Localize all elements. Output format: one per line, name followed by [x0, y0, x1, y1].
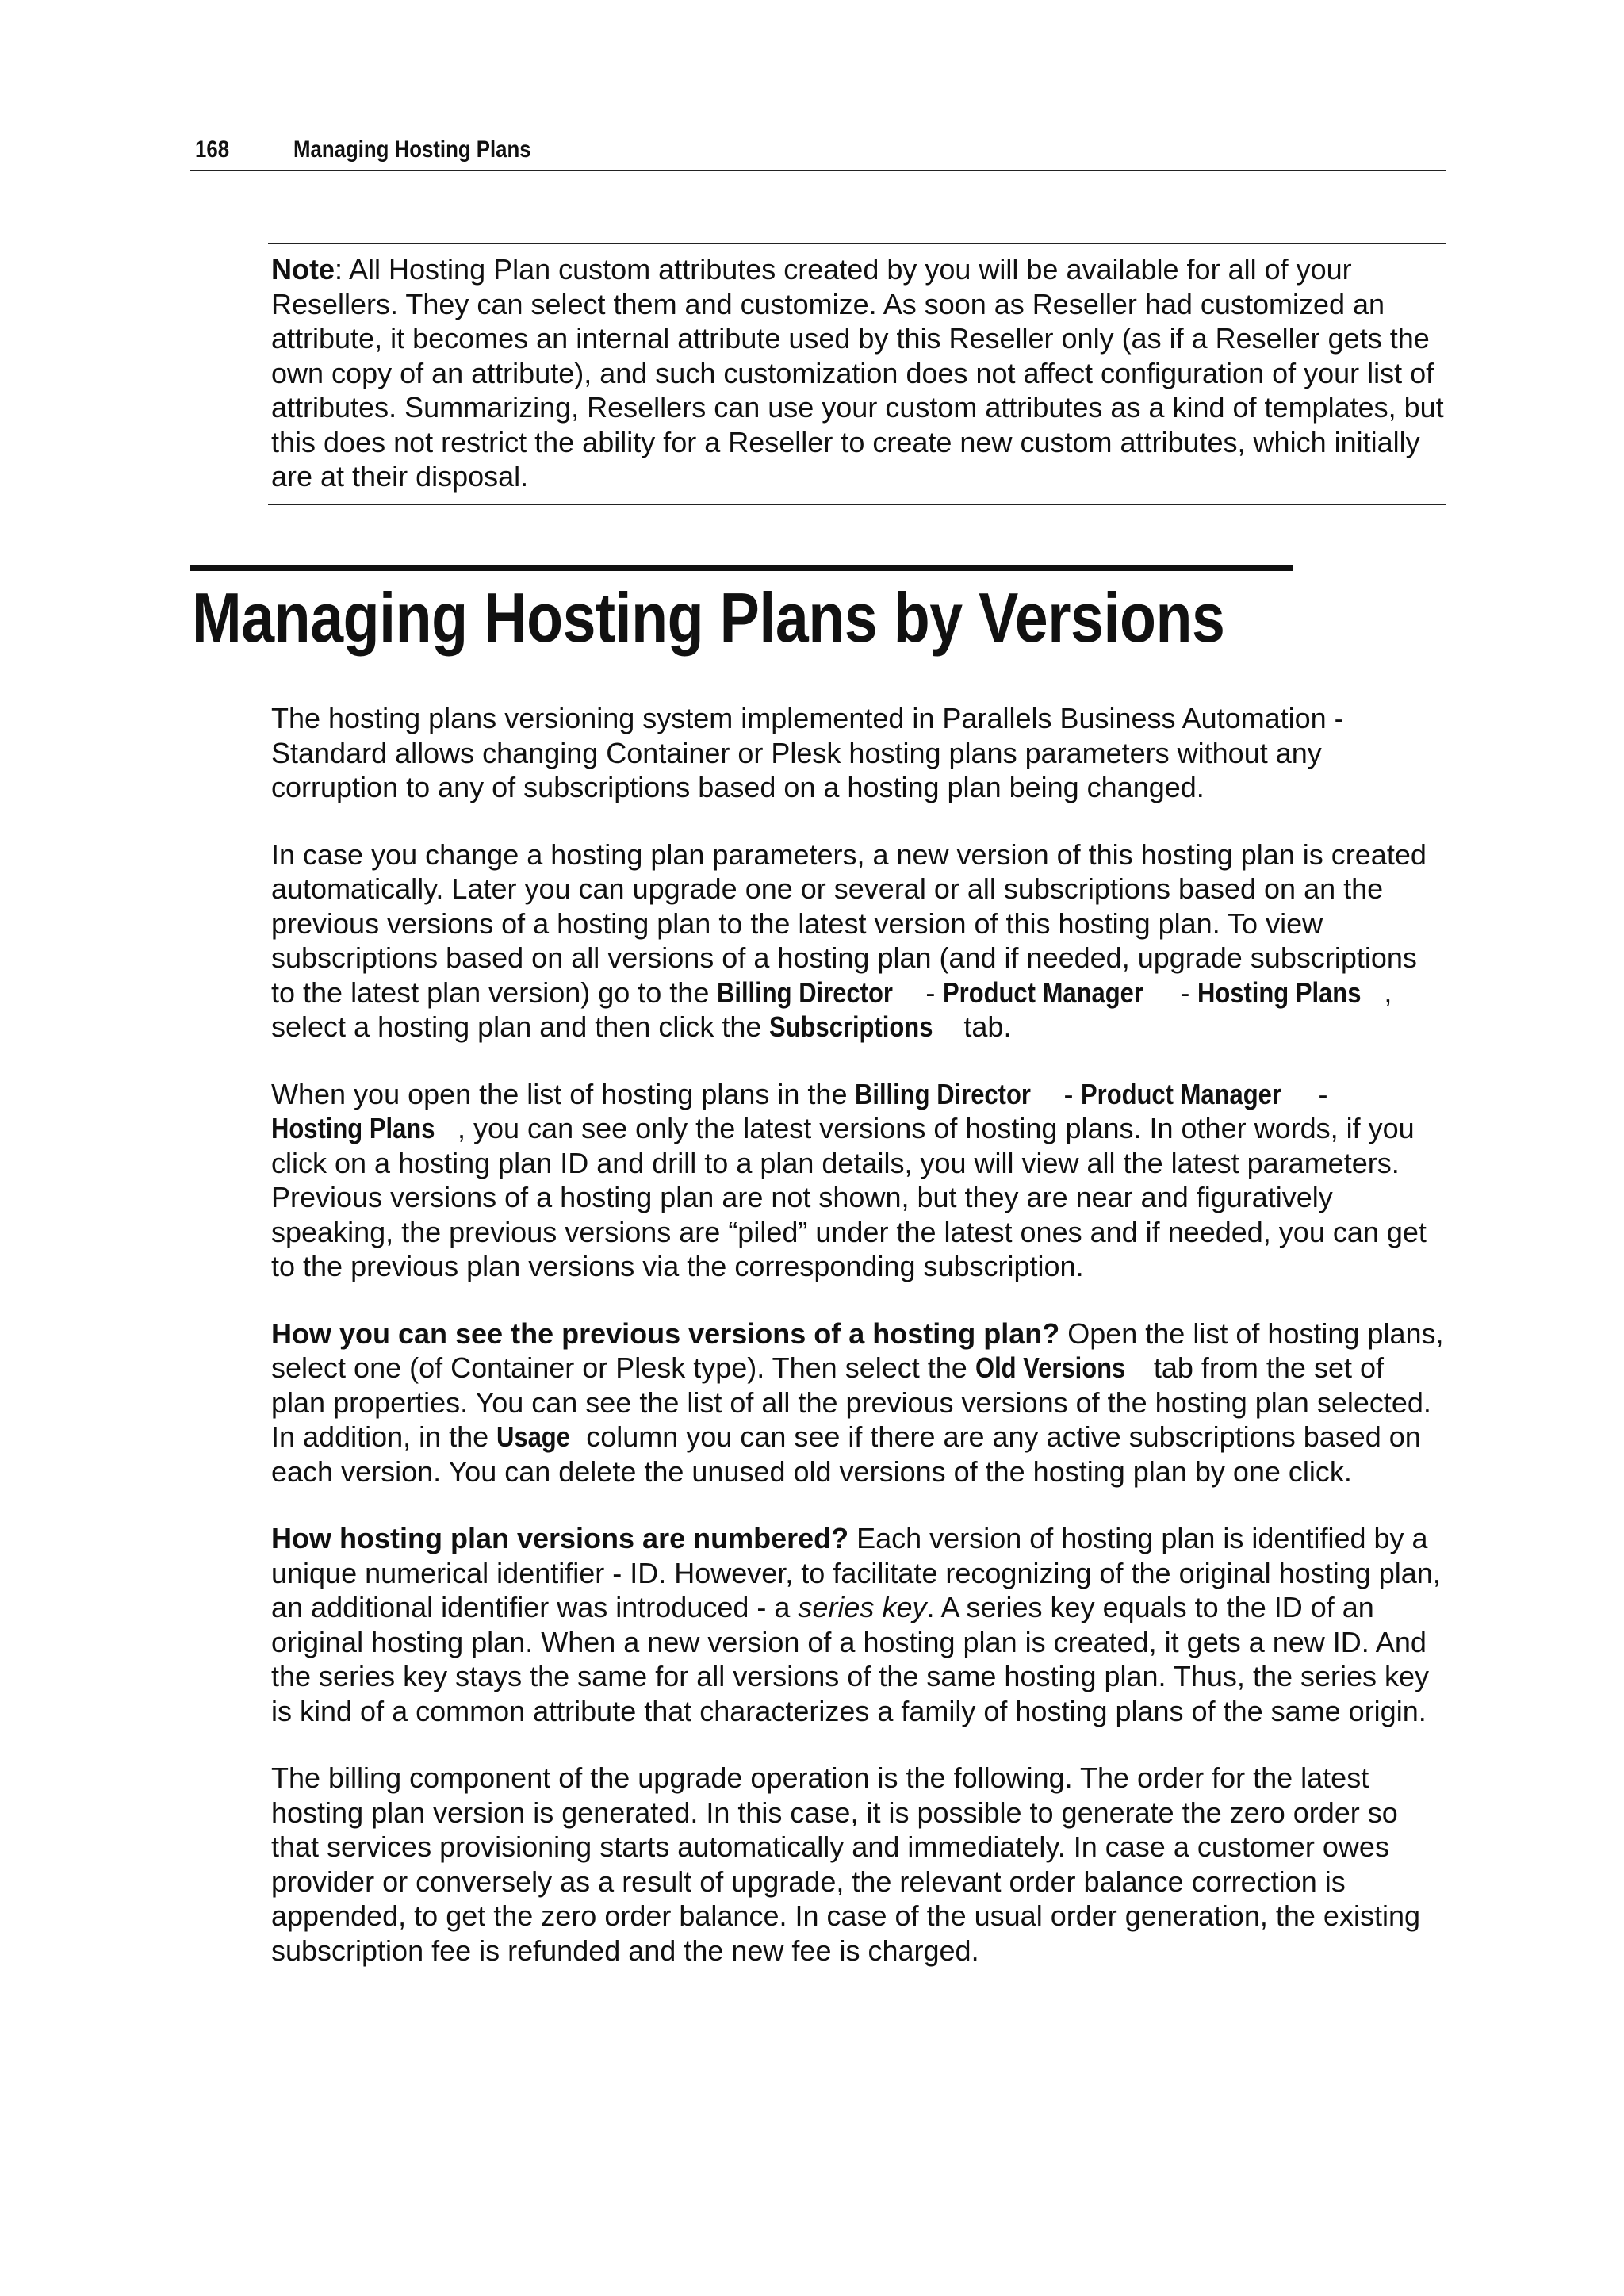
p5-question: How hosting plan versions are numbered? [271, 1522, 849, 1554]
paragraph-3 [271, 1077, 1445, 1284]
body-text [271, 701, 1445, 2000]
paragraph-4 [271, 1317, 1445, 1489]
paragraph-6 [271, 1761, 1445, 1968]
p5-text: . A series key equals to the ID of an original hosting plan. When a new version of a hosting plan is created, it gets a new ID. And the series key stays the same for all versions of the same hosting plan. Thus, the series key is kind of a common attribute that characterizes a family of hosting plans of the same origin. [271, 1591, 1430, 1727]
p3-sep: - [1055, 1077, 1082, 1110]
page-header [190, 135, 1446, 171]
p4-text: column you can see if there are any active subscriptions based on each version. You can delete the unused old versions of the hosting plan by one click. [271, 1420, 1421, 1488]
paragraph-1 [271, 701, 1445, 805]
page-number: 168 [195, 136, 230, 163]
section-rule [190, 565, 1293, 571]
p2-sep: - [1172, 976, 1198, 1009]
ui-usage: Usage [496, 1420, 571, 1453]
ui-old-versions: Old Versions [975, 1351, 1126, 1384]
p2-text: , select a hosting plan and then click the [271, 976, 1392, 1043]
note-box [268, 243, 1446, 505]
note-label: Note [271, 253, 335, 286]
p2-text: tab. [956, 1010, 1012, 1043]
p3-sep: - [1310, 1077, 1328, 1110]
ui-product-manager: Product Manager [943, 976, 1144, 1009]
note-text: : All Hosting Plan custom attributes created by you will be available for all of your Resellers. They can select them and customize. As soon as Reseller had customized an attribute, it becomes an internal attribute used by this Reseller only (as if a Reseller gets the own copy of an attribute), and such customization does not affect configuration of your list of attributes. Summarizing, Resellers can use your custom attributes as a kind of templates, but this does not restrict the ability for a Reseller to create new custom attributes, which initially are at their disposal. [271, 253, 1444, 493]
p6-text: The billing component of the upgrade operation is the following. The order for the latest hosting plan version is generated. In this case, it is possible to generate the zero order so that services provisioning starts automatically and immediately. In case a customer owes provider or conversely as a result of upgrade, the relevant order balance correction is appended, to get the zero order balance. In case of the usual order generation, the existing subscription fee is refunded and the new fee is charged. [271, 1761, 1420, 1967]
p3-text: When you open the list of hosting plans in the [271, 1077, 856, 1110]
p4-text: tab from the set of plan properties. You can see the list of all the previous versions of the hosting plan selected. In addition, in the [271, 1351, 1431, 1453]
p2-sep: - [917, 976, 944, 1009]
running-title: Managing Hosting Plans [293, 136, 531, 163]
ui-product-manager: Product Manager [1081, 1077, 1282, 1110]
section-title: Managing Hosting Plans by Versions [192, 578, 1225, 657]
paragraph-2 [271, 838, 1445, 1045]
ui-billing-director: Billing Director [855, 1077, 1032, 1110]
p5-text: Each version of hosting plan is identified by a unique numerical identifier - ID. However, to facilitate recognizing of the original hosting plan, an additional identifier was introduced - a [271, 1522, 1441, 1623]
ui-billing-director: Billing Director [717, 976, 894, 1009]
ui-subscriptions: Subscriptions [769, 1010, 933, 1043]
ui-hosting-plans: Hosting Plans [1197, 976, 1362, 1009]
p1-text: The hosting plans versioning system implemented in Parallels Business Automation - Standard allows changing Container or Plesk hosting plans parameters without any corruption to any of subscriptions based on a hosting plan being changed. [271, 702, 1344, 803]
ui-hosting-plans: Hosting Plans [271, 1112, 435, 1144]
p4-question: How you can see the previous versions of a hosting plan? [271, 1317, 1060, 1350]
p2-text: In case you change a hosting plan parameters, a new version of this hosting plan is created automatically. Later you can upgrade one or several or all subscriptions based on an the previous versions of a hosting plan to the latest version of this hosting plan. To view subscriptions based on all versions of a hosting plan (and if needed, upgrade subscriptions to the latest plan version) go to the [271, 838, 1427, 1009]
series-key-term: series key [798, 1591, 927, 1623]
p3-text: , you can see only the latest versions of hosting plans. In other words, if you click on a hosting plan ID and drill to a plan details, you will view all the latest parameters. Previous versions of a hosting plan are not shown, but they are near and figuratively speaking, the previous versions are “piled” under the latest ones and if needed, you can get to the previous plan versions via the corresponding subscription. [271, 1112, 1427, 1282]
p4-text: Open the list of hosting plans, select one (of Container or Plesk type). Then select the [271, 1317, 1444, 1384]
paragraph-5 [271, 1521, 1445, 1728]
